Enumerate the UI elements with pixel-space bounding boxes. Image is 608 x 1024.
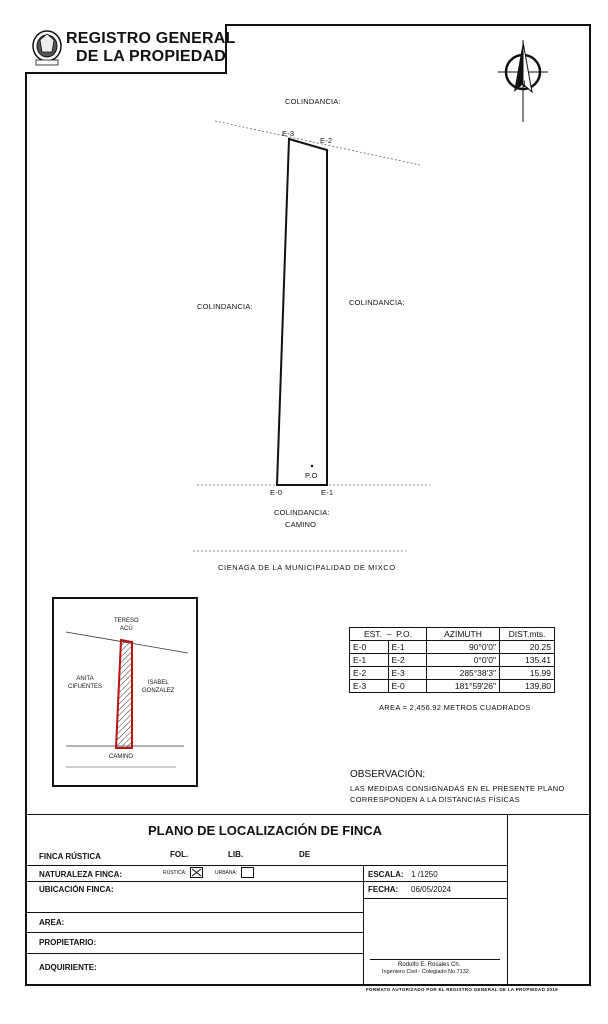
cell-est: E-1 (350, 654, 389, 667)
header-dist: DIST.mts. (500, 628, 555, 641)
de-label: DE (299, 850, 311, 859)
po-point (311, 465, 313, 467)
registry-title-line1: REGISTRO GENERAL (66, 30, 236, 47)
cell-dist: 15.99 (500, 667, 555, 680)
form-title: PLANO DE LOCALIZACIÓN DE FINCA (148, 823, 382, 838)
signer-name: Rodolfo E. Rosales Ch. (398, 962, 461, 968)
colindancia-bottom-name: CAMINO (285, 520, 317, 529)
cell-po: E-1 (388, 641, 427, 654)
cell-est: E-0 (350, 641, 389, 654)
location-note: CIENAGA DE LA MUNICIPALIDAD DE MIXCO (218, 563, 396, 572)
colindancia-right: COLINDANCIA: (349, 298, 405, 307)
vertex-e1: E-1 (321, 488, 334, 497)
lib-label: LIB. (228, 850, 244, 859)
cell-azimuth: 90°0'0" (427, 641, 500, 654)
escala-label: ESCALA: (368, 870, 404, 879)
cell-azimuth: 0°0'0" (427, 654, 500, 667)
plot-polygon (277, 139, 327, 485)
cell-po: E-3 (388, 667, 427, 680)
urbana-checkbox[interactable] (241, 867, 254, 878)
fecha-value: 06/05/2024 (411, 885, 452, 894)
urbana-label: URBANA: (215, 869, 238, 876)
sketch-west-label (68, 675, 102, 691)
finca-rustica-label: FINCA RÚSTICA (39, 852, 101, 861)
cell-est: E-3 (350, 680, 389, 693)
vertex-e0: E-0 (270, 488, 283, 497)
table-row (350, 667, 555, 680)
location-sketch (52, 597, 198, 787)
urbana-option[interactable] (215, 867, 254, 878)
observation-line2: CORRESPONDEN A LA DISTANCIAS FÍSICAS (350, 795, 520, 804)
cell-est: E-2 (350, 667, 389, 680)
top-boundary-line (215, 121, 420, 165)
area-total: AREA = 2,456.92 METROS CUADRADOS (379, 703, 531, 712)
footer-note: FORMATO AUTORIZADO POR EL REGISTRO GENERAL DE LA PROPIEDAD 2019 (366, 987, 558, 992)
table-row (350, 641, 555, 654)
table-row (350, 654, 555, 667)
rustica-option[interactable] (163, 867, 203, 878)
check-x-icon (191, 868, 202, 877)
rustica-label: RÚSTICA: (163, 869, 187, 876)
cell-azimuth: 285°38'3" (427, 667, 500, 680)
observation-line1: LAS MEDIDAS CONSIGNADAS EN EL PRESENTE PLANO (350, 784, 565, 793)
cell-dist: 20.25 (500, 641, 555, 654)
cell-dist: 135.41 (500, 654, 555, 667)
fecha-label: FECHA: (368, 885, 399, 894)
colindancia-top: COLINDANCIA: (285, 97, 341, 106)
area-label: AREA: (39, 918, 65, 927)
sketch-east-2: GONZALEZ (142, 688, 175, 694)
header-est: EST. (363, 629, 382, 639)
sketch-north-1: TERESO (114, 618, 139, 624)
table-header-row (350, 628, 555, 641)
vertex-e3: E-3 (282, 129, 295, 138)
cell-dist: 139.80 (500, 680, 555, 693)
table-header-est: EST. – P.O. (350, 628, 427, 641)
sketch-plot (116, 640, 132, 748)
cell-po: E-0 (388, 680, 427, 693)
observation-title: OBSERVACIÓN: (350, 769, 426, 780)
table-row (350, 680, 555, 693)
escala-value: 1 /1250 (411, 870, 438, 879)
adquiriente-label: ADQUIRIENTE: (39, 963, 97, 972)
finca-form (25, 814, 591, 986)
registry-title-line2: DE LA PROPIEDAD (76, 48, 226, 65)
fol-label: FOL. (170, 850, 189, 859)
rustica-checkbox[interactable] (190, 867, 203, 878)
north-letter: N (519, 79, 526, 89)
sketch-east-1: ISABEL (147, 680, 169, 686)
vertex-e2: E-2 (320, 136, 333, 145)
survey-table (349, 627, 555, 693)
cell-po: E-2 (388, 654, 427, 667)
propietario-label: PROPIETARIO: (39, 938, 97, 947)
colindancia-left: COLINDANCIA: (197, 302, 253, 311)
sketch-west-2: CIFUENTES (68, 684, 103, 690)
sketch-east-label (142, 679, 174, 695)
sketch-west-1: ANITA (76, 676, 94, 682)
po-label: P.O (305, 471, 318, 480)
naturaleza-label: NATURALEZA FINCA: (39, 870, 123, 879)
cell-azimuth: 181°59'26" (427, 680, 500, 693)
sketch-north-2: ACÚ (120, 626, 133, 632)
colindancia-bottom: COLINDANCIA: (274, 508, 330, 517)
signer-title: Ingeniero Civil - Colegiado No.7132 (382, 969, 469, 975)
sketch-north-label (114, 617, 139, 633)
header-azimuth: AZIMUTH (427, 628, 500, 641)
ubicacion-label: UBICACIÓN FINCA: (39, 885, 114, 894)
header-po: P.O. (396, 629, 413, 639)
sketch-south-label: CAMINO (109, 754, 133, 760)
